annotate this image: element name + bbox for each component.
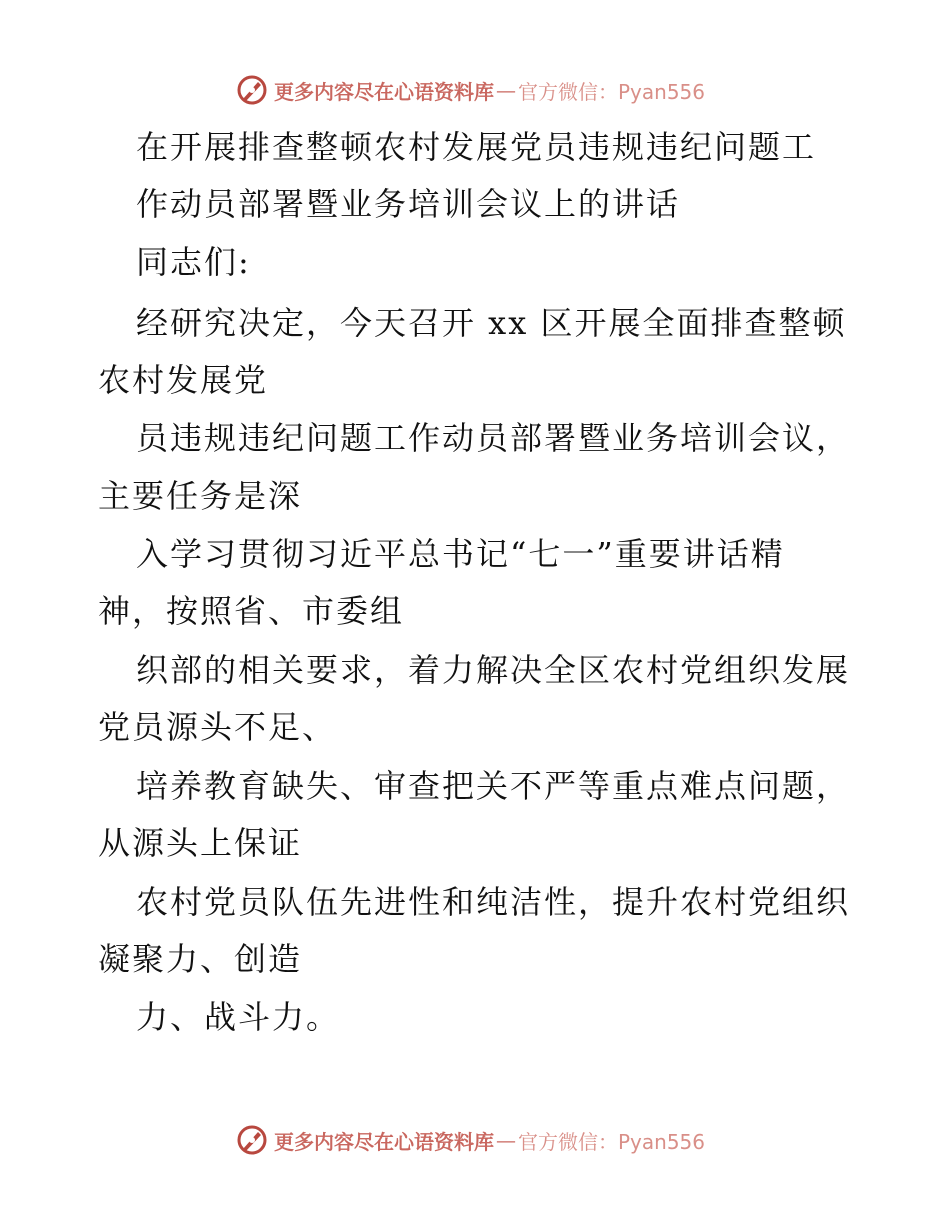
greeting: 同志们:: [136, 243, 251, 281]
paragraph-line: 农村发展党: [98, 361, 269, 399]
paragraph-line: 培养教育缺失、审查把关不严等重点难点问题，: [136, 767, 851, 805]
pen-logo-icon: [236, 74, 268, 106]
paragraph-line: 员违规违纪问题工作动员部署暨业务培训会议，: [136, 419, 851, 457]
watermark-main-text: 更多内容尽在心语资料库: [274, 1129, 494, 1154]
watermark-dash: —: [496, 1128, 516, 1152]
watermark-dash: —: [496, 78, 516, 102]
paragraph-line: 力、战斗力。: [136, 998, 341, 1036]
paragraph-line: 神，按照省、市委组: [98, 592, 405, 630]
watermark-main-text: 更多内容尽在心语资料库: [274, 79, 494, 104]
document-title-line-1: 在开展排查整顿农村发展党员违规违纪问题工: [136, 128, 817, 166]
header-watermark: [236, 73, 705, 107]
paragraph-line: 入学习贯彻习近平总书记“七一”重要讲话精: [136, 535, 785, 573]
paragraph-line: 织部的相关要求，着力解决全区农村党组织发展: [136, 651, 851, 689]
footer-watermark: [236, 1123, 705, 1157]
watermark-contact: 官方微信：Pyan556: [518, 79, 706, 104]
watermark-contact: 官方微信：Pyan556: [518, 1129, 706, 1154]
paragraph-line: 党员源头不足、: [98, 708, 337, 746]
paragraph-line: 农村党员队伍先进性和纯洁性，提升农村党组织: [136, 883, 851, 921]
paragraph-line: 从源头上保证: [98, 824, 303, 862]
paragraph-line: 凝聚力、创造: [98, 940, 303, 978]
paragraph-line: 主要任务是深: [98, 477, 303, 515]
paragraph-line: 经研究决定，今天召开 xx 区开展全面排查整顿: [136, 304, 847, 342]
document-title-line-2: 作动员部署暨业务培训会议上的讲话: [136, 185, 681, 223]
pen-logo-icon: [236, 1124, 268, 1156]
